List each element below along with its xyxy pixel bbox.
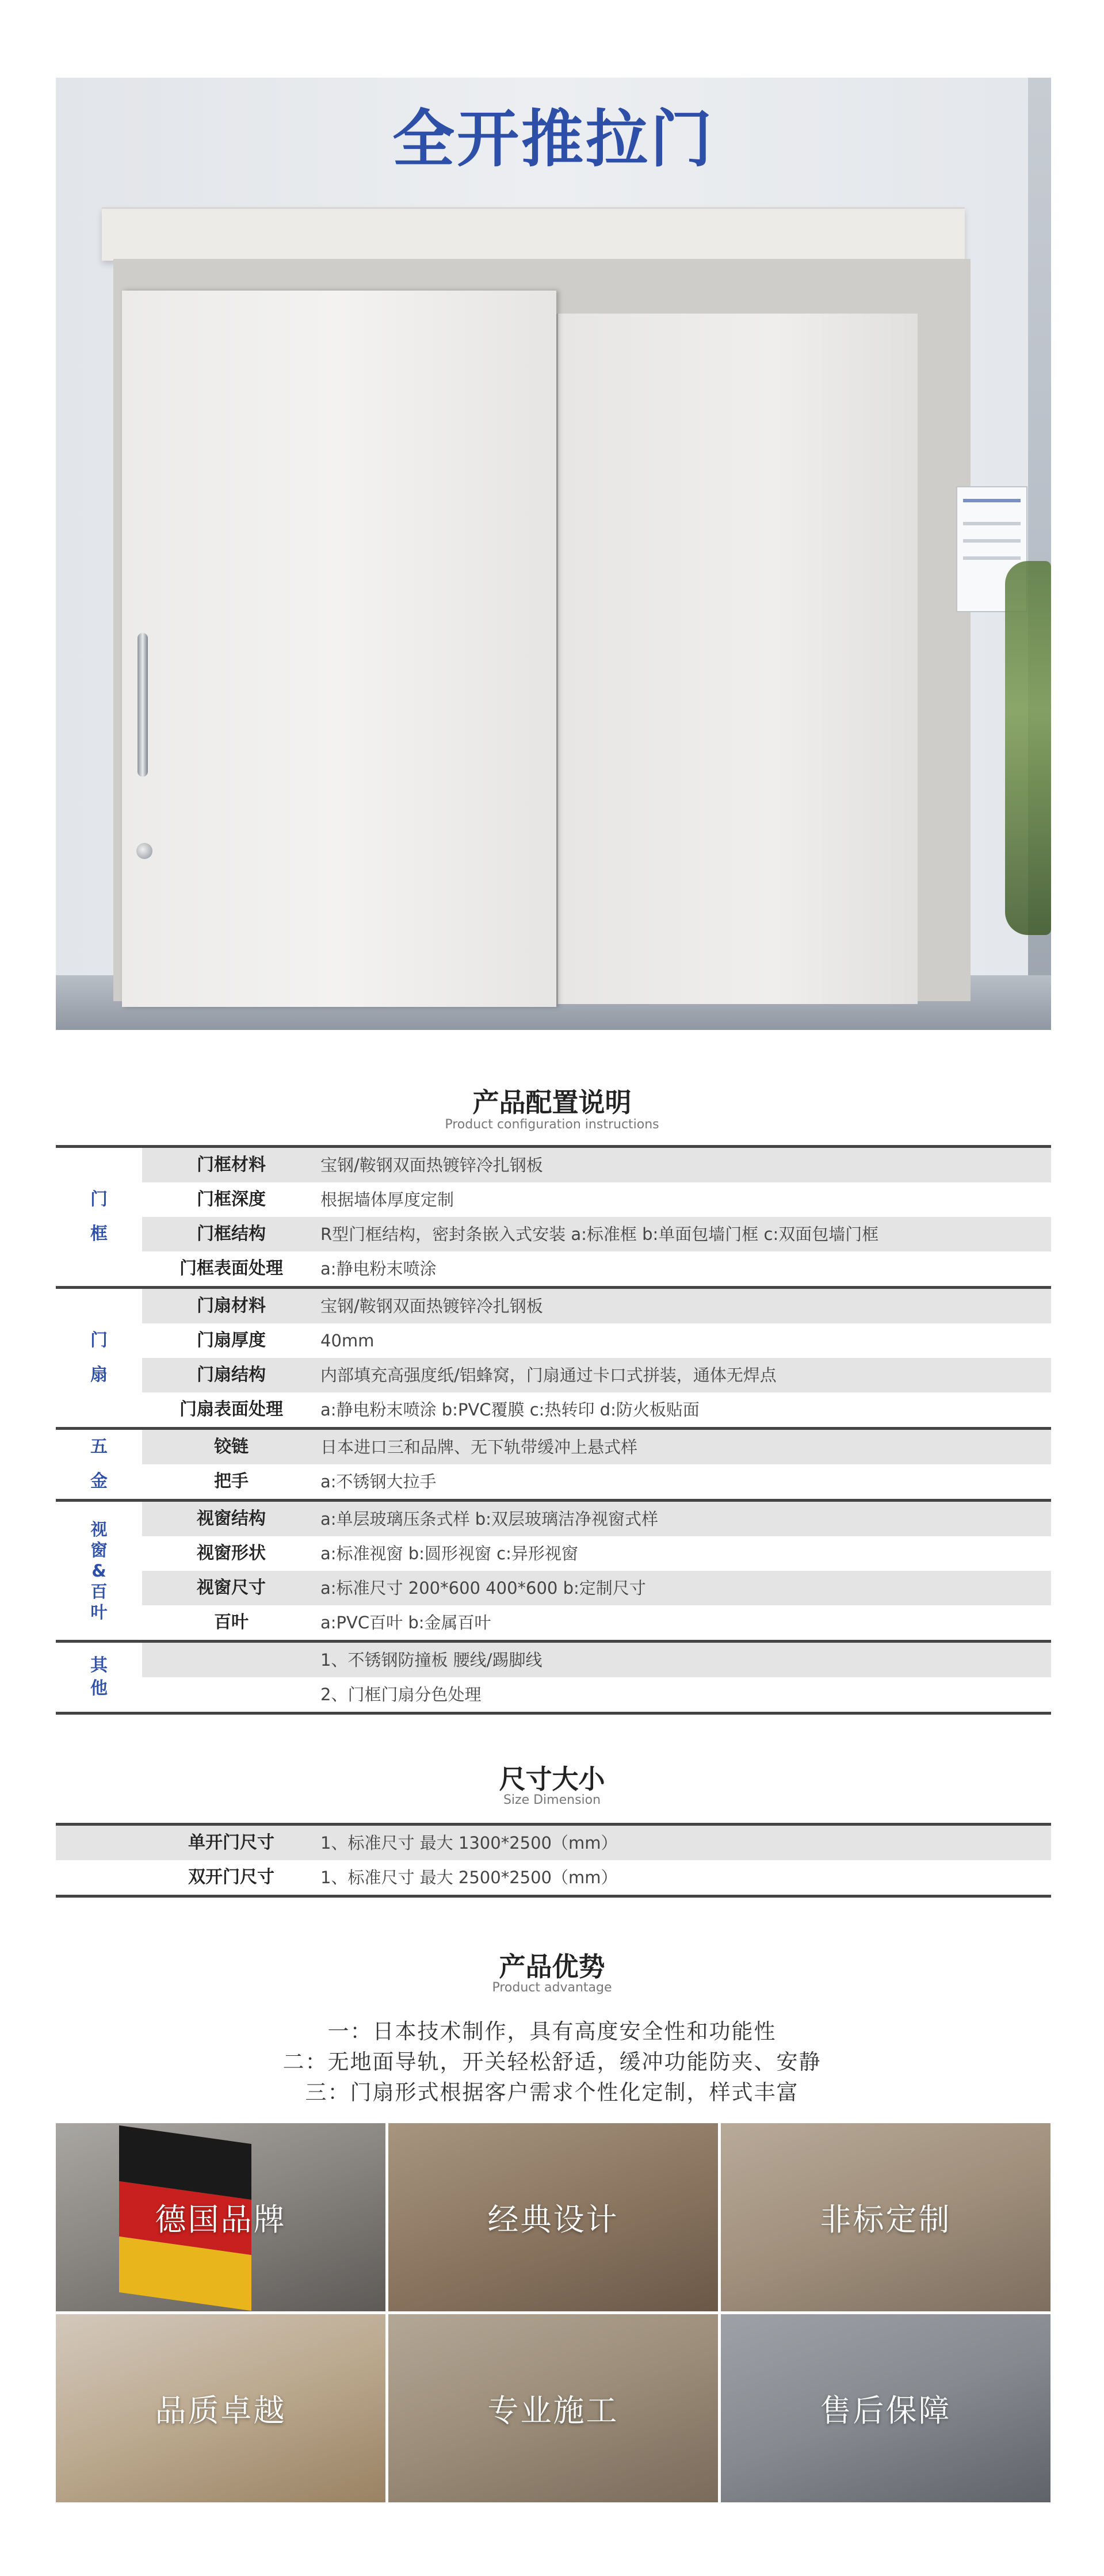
row-value: 内部填充高强度纸/铝蜂窝，门扇通过卡口式拼装，通体无焊点 — [320, 1365, 777, 1385]
row-value: a:标准尺寸 200*600 400*600 b:定制尺寸 — [320, 1578, 646, 1598]
row-value: 日本进口三和品牌、无下轨带缓冲上悬式样 — [320, 1437, 638, 1457]
config-title: 产品配置说明 — [472, 1087, 632, 1118]
hero-title: 全开推拉门 — [392, 104, 715, 175]
row-value: 2、门框门扇分色处理 — [320, 1685, 482, 1704]
row-name: 单开门尺寸 — [188, 1833, 274, 1853]
table-row — [56, 1323, 1051, 1358]
row-name: 门扇结构 — [197, 1365, 266, 1385]
row-name — [142, 1643, 320, 1677]
row-name: 门扇表面处理 — [179, 1399, 283, 1419]
advantage-line: 三：门扇形式根据客户需求个性化定制，样式丰富 — [305, 2080, 799, 2105]
config-table — [56, 1145, 1051, 1715]
tile-german-brand — [56, 2123, 385, 2311]
row-name: 门框结构 — [197, 1224, 266, 1244]
door-handle — [137, 633, 148, 777]
row-value: 1、标准尺寸 最大 1300*2500（mm） — [320, 1833, 618, 1853]
table-row — [56, 1605, 1051, 1640]
row-value: 宝钢/鞍钢双面热镀锌冷扎钢板 — [320, 1296, 543, 1316]
size-title: 尺寸大小 — [499, 1764, 605, 1795]
row-value: 40mm — [320, 1331, 375, 1350]
tile-label: 德国品牌 — [155, 2201, 286, 2238]
table-row — [56, 1358, 1051, 1392]
row-value: R型门框结构，密封条嵌入式安装 a:标准框 b:单面包墙门框 c:双面包墙门框 — [320, 1224, 879, 1244]
tile-installation — [388, 2314, 718, 2502]
row-value: 宝钢/鞍钢双面热镀锌冷扎钢板 — [320, 1155, 543, 1175]
row-value: 根据墙体厚度定制 — [320, 1190, 454, 1209]
hero-photo — [56, 78, 1051, 1030]
plant — [1005, 561, 1051, 935]
config-subtitle: Product configuration instructions — [445, 1117, 659, 1132]
row-value: 1、不锈钢防撞板 腰线/踢脚线 — [320, 1650, 543, 1670]
row-name: 门框深度 — [197, 1189, 266, 1209]
size-table — [56, 1823, 1051, 1898]
advantage-line: 一：日本技术制作，具有高度安全性和功能性 — [327, 2019, 777, 2044]
row-value: a:标准视窗 b:圆形视窗 c:异形视窗 — [320, 1544, 578, 1563]
row-name: 门扇材料 — [197, 1296, 266, 1316]
row-name: 门扇厚度 — [197, 1330, 266, 1350]
group-label: 其 他 — [56, 1643, 142, 1712]
table-row — [56, 1860, 1051, 1895]
config-group-window-louver — [56, 1499, 1051, 1640]
row-value: a:单层玻璃压条式样 b:双层玻璃洁净视窗式样 — [320, 1509, 658, 1529]
table-row — [56, 1217, 1051, 1251]
row-name: 门框表面处理 — [179, 1258, 283, 1279]
row-name: 百叶 — [214, 1612, 249, 1632]
group-label: 门 框 — [56, 1148, 142, 1286]
row-name: 把手 — [214, 1471, 249, 1491]
row-value: a:不锈钢大拉手 — [320, 1472, 437, 1491]
tile-label: 经典设计 — [487, 2201, 619, 2238]
table-row — [56, 1571, 1051, 1605]
group-label: 视 窗 & 百 叶 — [56, 1502, 142, 1640]
tile-label: 售后保障 — [820, 2392, 952, 2429]
tile-label: 专业施工 — [487, 2392, 619, 2429]
advantage-subtitle: Product advantage — [492, 1980, 612, 1995]
tile-label: 品质卓越 — [155, 2392, 286, 2429]
tile-classic-design — [388, 2123, 718, 2311]
table-row — [56, 1430, 1051, 1464]
door-leaf-right — [556, 314, 918, 1004]
tile-label: 非标定制 — [820, 2201, 952, 2238]
row-name: 视窗结构 — [197, 1509, 266, 1529]
table-row — [56, 1536, 1051, 1571]
config-group-frame — [56, 1145, 1051, 1286]
tile-custom-made — [721, 2123, 1050, 2311]
table-row — [56, 1289, 1051, 1323]
table-row — [56, 1148, 1051, 1182]
door-leaf-left — [122, 291, 556, 1007]
config-group-leaf — [56, 1286, 1051, 1427]
door-header-board — [102, 207, 965, 261]
row-value: a:静电粉末喷涂 — [320, 1259, 437, 1279]
tile-after-sales — [721, 2314, 1050, 2502]
size-subtitle: Size Dimension — [503, 1793, 601, 1807]
table-row — [56, 1464, 1051, 1499]
table-row — [56, 1502, 1051, 1536]
table-row — [56, 1643, 1051, 1677]
group-label: 门 扇 — [56, 1289, 142, 1427]
tile-quality — [56, 2314, 385, 2502]
door-lock-knob — [136, 843, 152, 859]
advantage-line: 二：无地面导轨，开关轻松舒适，缓冲功能防夹、安静 — [282, 2050, 822, 2074]
table-row — [56, 1677, 1051, 1712]
advantage-grid — [56, 2123, 1051, 2503]
advantage-title: 产品优势 — [499, 1951, 605, 1982]
table-row — [56, 1826, 1051, 1860]
row-name: 双开门尺寸 — [188, 1867, 274, 1887]
config-group-other — [56, 1640, 1051, 1715]
row-name: 视窗尺寸 — [197, 1578, 266, 1598]
group-label: 五 金 — [56, 1430, 142, 1499]
table-row — [56, 1182, 1051, 1217]
row-value: a:PVC百叶 b:金属百叶 — [320, 1613, 491, 1632]
row-name: 铰链 — [214, 1437, 249, 1457]
row-name: 视窗形状 — [197, 1543, 266, 1563]
row-value: 1、标准尺寸 最大 2500*2500（mm） — [320, 1868, 618, 1887]
table-row — [56, 1392, 1051, 1427]
table-row — [56, 1251, 1051, 1286]
config-group-hardware — [56, 1427, 1051, 1499]
row-name: 门框材料 — [197, 1155, 266, 1175]
row-value: a:静电粉末喷涂 b:PVC覆膜 c:热转印 d:防火板贴面 — [320, 1400, 700, 1419]
row-name — [142, 1677, 320, 1712]
